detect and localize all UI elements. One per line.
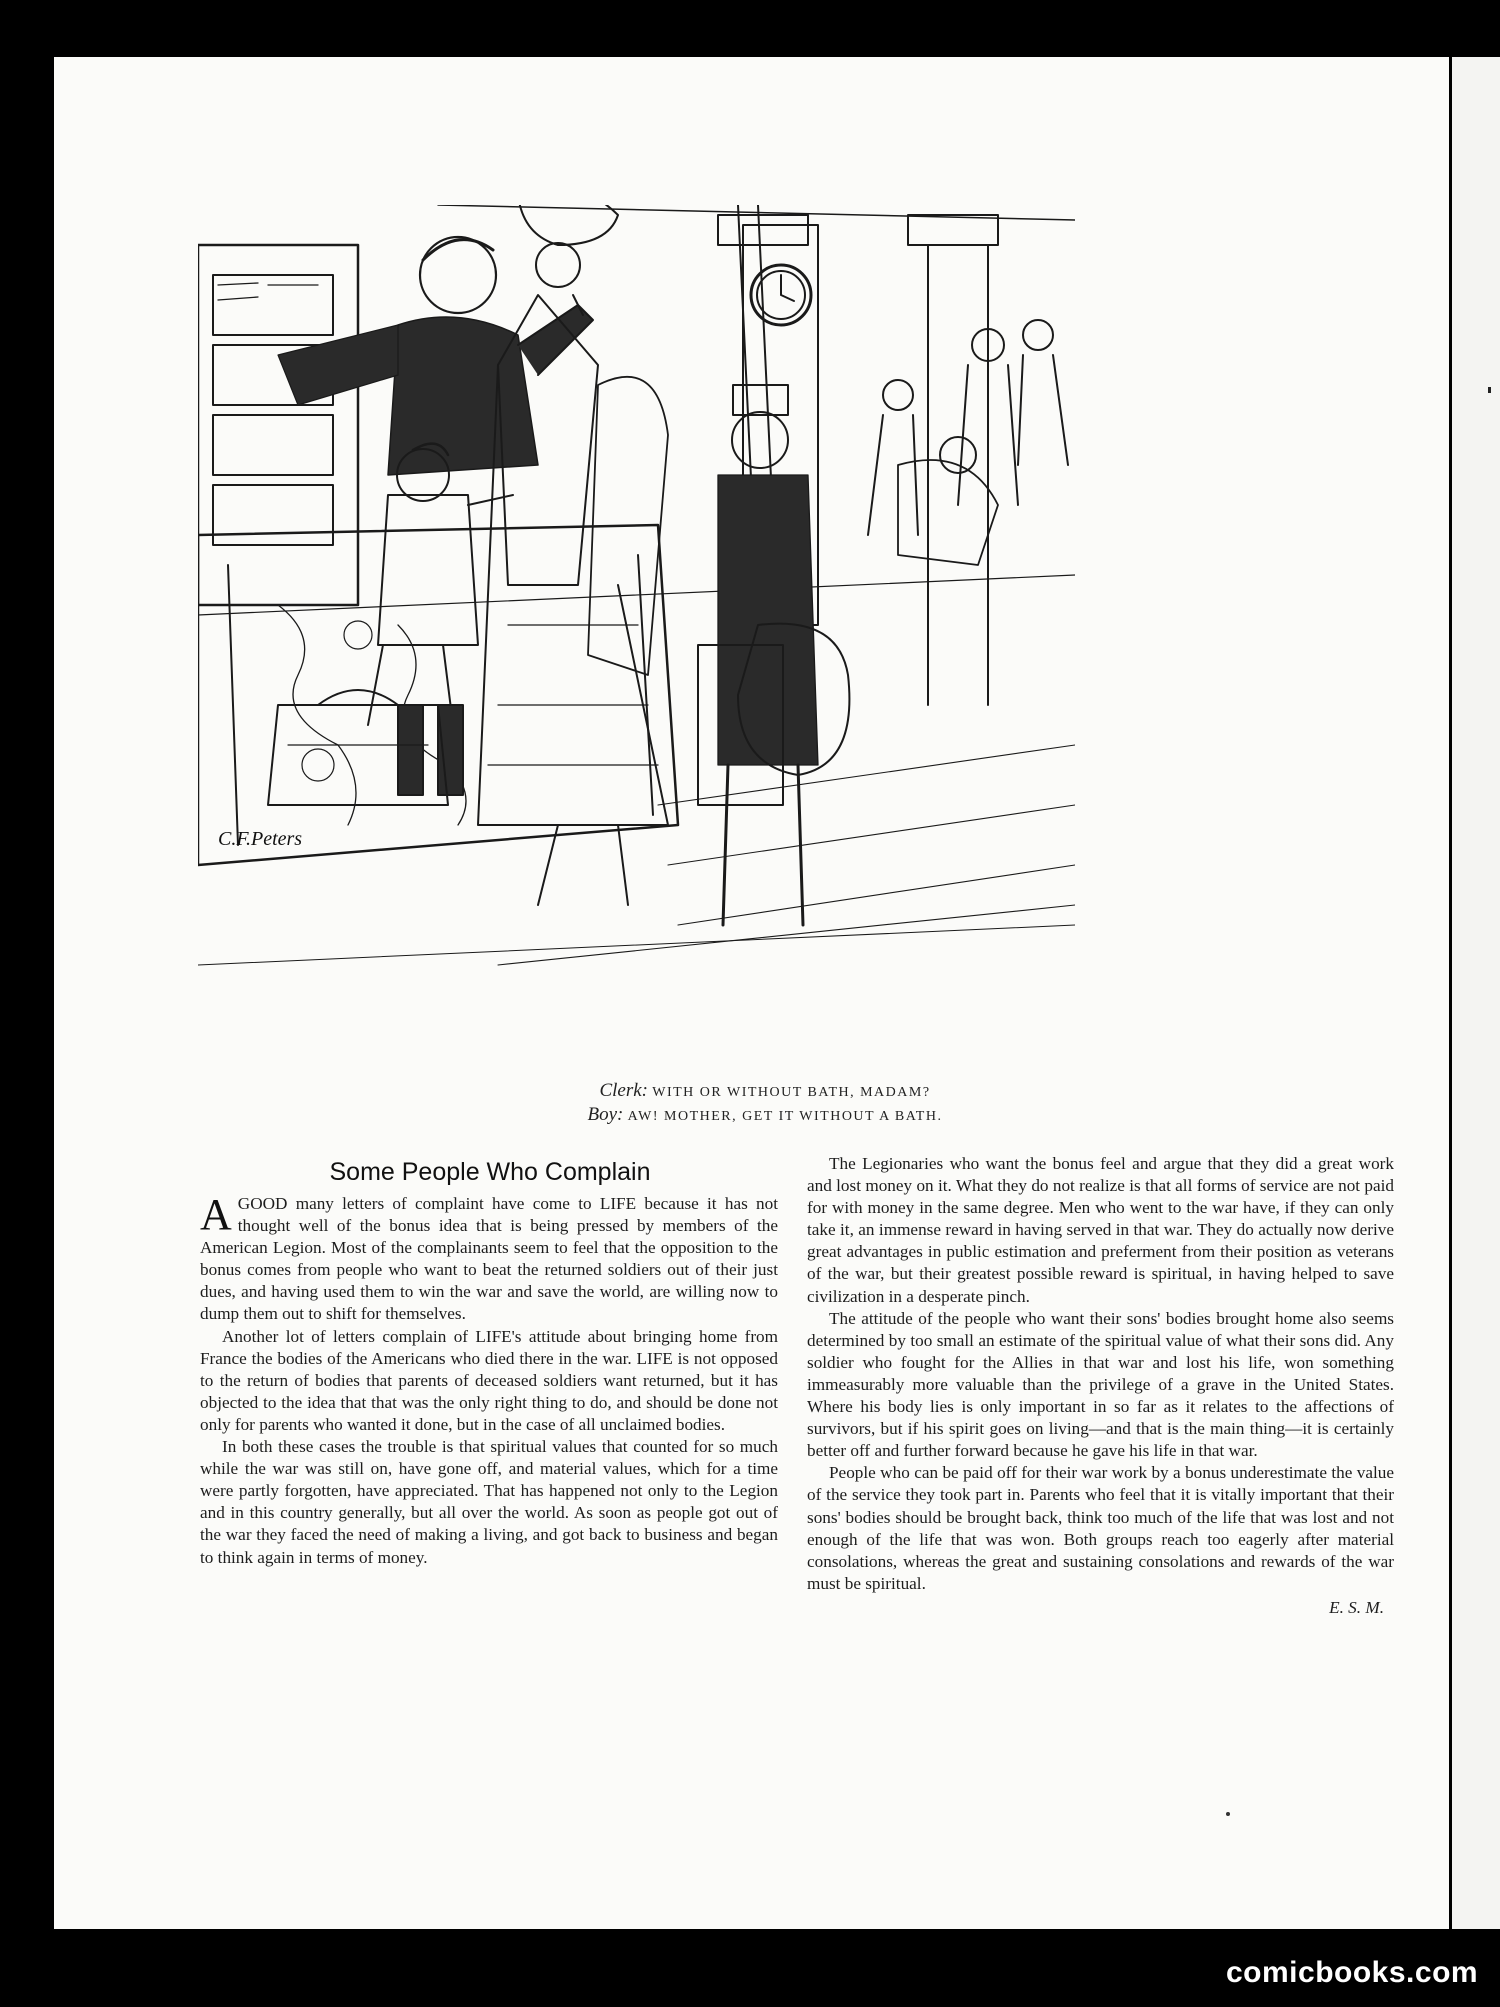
caption-line-boy <box>420 1104 1110 1128</box>
caption-line-clerk <box>420 1080 1110 1104</box>
adjacent-page-edge <box>1452 57 1500 1929</box>
cartoon-illustration <box>198 205 1075 1055</box>
article-paragraph: In both these cases the trouble is that spiritual values that counted for so much while the war was still on, have gone off, and material values, which for a time were partly forgotten, have appreciated. That has happened not only to the Legion and in this country generally, but all over the world. As soon as people got out of the war they faced the need of making a living, and got back to business and began to think again in terms of money. <box>200 1437 778 1567</box>
print-speck <box>1226 1812 1230 1816</box>
illustrator-signature: C.F.Peters <box>218 828 303 850</box>
article-paragraph: Another lot of letters complain of LIFE's attitude about bringing home from France the bodies of the Americans who died there in the war. LIFE is not opposed to the return of bodies that parents of deceased soldiers want returned, but it has objected to the idea that that was the only right thing to do, and should be done not only for parents who wanted it done, but in the case of all unclaimed bodies. <box>200 1326 778 1434</box>
article-title: Some People Who Complain <box>329 1158 651 1186</box>
drop-cap: A <box>200 1190 232 1239</box>
paragraph-text: GOOD many letters of complaint have come to LIFE because it has not thought well of the bonus idea that is being pressed by members of the American Legion. Most of the complainants seem to feel that the opposition to the bonus comes from people who want to beat the returned soldiers out of their just dues, and having used them to win the war and save the world, are willing now to dump them out to shift for themselves. <box>200 1194 778 1324</box>
caption-speaker-clerk: Clerk: <box>599 1080 648 1101</box>
article-paragraph: The attitude of the people who want their sons' bodies brought home also seems determined by too small an estimate of the spiritual value of what their sons did. Any soldier who fought for the Allies in that war and lost his life, won something immeasurably more valuable than the privilege of a grave in the United States. Where his body lies is only important in so far as it relates to the affections of survivors, but if his spirit goes on living—and that is the main thing—it is certainly better off and further forward because he gave his life in that war. <box>807 1308 1394 1461</box>
article-paragraph <box>200 1190 778 1326</box>
cartoon-caption <box>420 1080 1110 1128</box>
caption-text-clerk: WITH OR WITHOUT BATH, MADAM? <box>652 1085 931 1100</box>
author-signature: E. S. M. <box>1329 1597 1384 1617</box>
caption-speaker-boy: Boy: <box>587 1104 624 1125</box>
article-column-right <box>807 1153 1394 1619</box>
article-paragraph: The Legionaries who want the bonus feel and argue that they did a great work and lost money on it. What they do not realize is that all forms of service are not paid for with money in the same degree. Men who went to the war have, if they can only take it, an immense reward in having served in that war. They do actually now derive great advantages in public estimation and preferment from their position as veterans of the war, but their greatest possible reward is spiritual, in having helped to save civilization in a desperate pinch. <box>807 1154 1394 1306</box>
article-column-left <box>200 1190 778 1569</box>
caption-text-boy: AW! MOTHER, GET IT WITHOUT A BATH. <box>627 1109 943 1124</box>
article-paragraph: People who can be paid off for their war work by a bonus underestimate the value of the service they took part in. Parents who feel that it is vitally important that their sons' bodies should be brought back, think too much of the life that was lost and not enough of the life that was won. Both groups reach too eagerly after material consolations, whereas the great and sustaining consolations and rewards of the war must be spiritual. <box>807 1463 1394 1593</box>
watermark-logo: comicbooks.com <box>1226 1956 1479 1989</box>
